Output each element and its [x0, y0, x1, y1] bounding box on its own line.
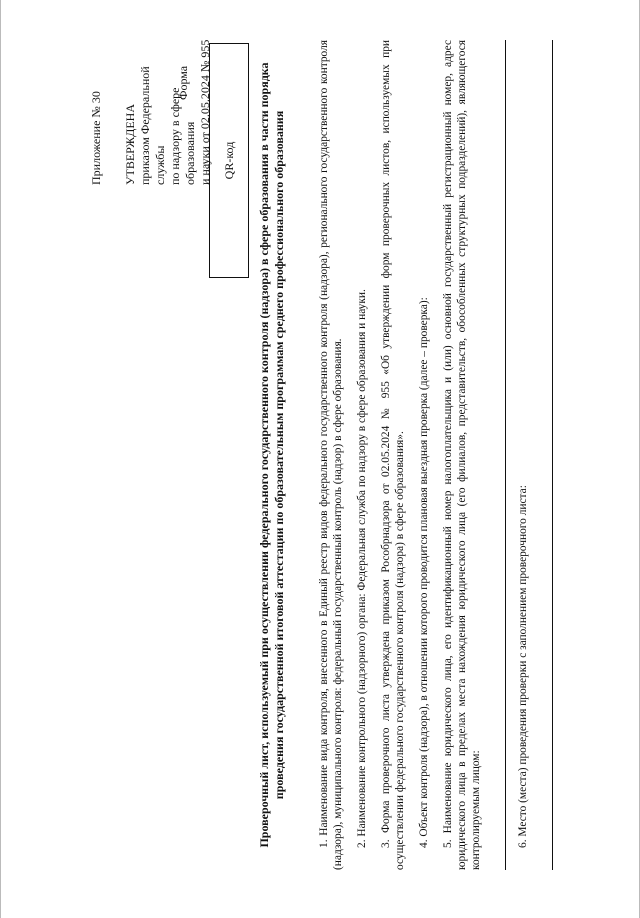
approval-line: по надзору в сфере образования [168, 87, 197, 185]
approval-line: и науки от 02.05.2024 № 955 [198, 39, 212, 185]
fill-line [540, 40, 553, 870]
approval-block [123, 30, 213, 185]
item-5: 5. Наименование юридического лица, его идентификационный номер налогоплательщика и (или) основной государственный регистрационный номер, адрес юридического лица в пределах места нахождения юридического лица (его филиалов, представительств, обособленных структурных подразделений), являющегося контролируемым лицом: [442, 40, 482, 870]
qr-code-label: QR-код [222, 141, 236, 180]
approval-line: УТВЕРЖДЕНА [123, 103, 137, 185]
checklist-items [317, 40, 563, 870]
rotated-page-content [41, 30, 601, 890]
appendix-number: Приложение № 30 [89, 91, 103, 185]
form-label: Форма [176, 65, 190, 100]
item-2: 2. Наименование контрольного (надзорного) органа: Федеральная служба по надзору в сфере образования и науки. [356, 289, 368, 848]
item-3: 3. Форма проверочного листа утверждена приказом Рособрнадзора от 02.05.2024 № 955 «Об утверждении форм проверочных листов, используемых при осуществлении федерального государственного контроля (надзора) в сфере образования». [380, 40, 406, 870]
item-6: 6. Место (места) проведения проверки с заполнением проверочного листа: [517, 485, 529, 848]
fill-line [493, 40, 506, 870]
item-1: 1. Наименование вида контроля, внесенного в Единый реестр видов федерального государственного контроля (надзора), регионального государственного контроля (надзора), муниципального контроля: федеральный государственный контроль (надзор) в сфере образования. [318, 40, 344, 870]
approval-line: приказом Федеральной службы [138, 66, 167, 185]
document-title: Проверочный лист, используемый при осуществлении федерального государственного контроля (надзора) в сфере образования в части порядка проведения государственной итоговой аттестации по образовательным программам среднего профессионального образования [257, 62, 286, 848]
qr-code-box [209, 43, 249, 278]
item-4: 4. Объект контроля (надзора), в отношении которого проводится плановая выездная проверка (далее – проверка): [418, 297, 430, 848]
